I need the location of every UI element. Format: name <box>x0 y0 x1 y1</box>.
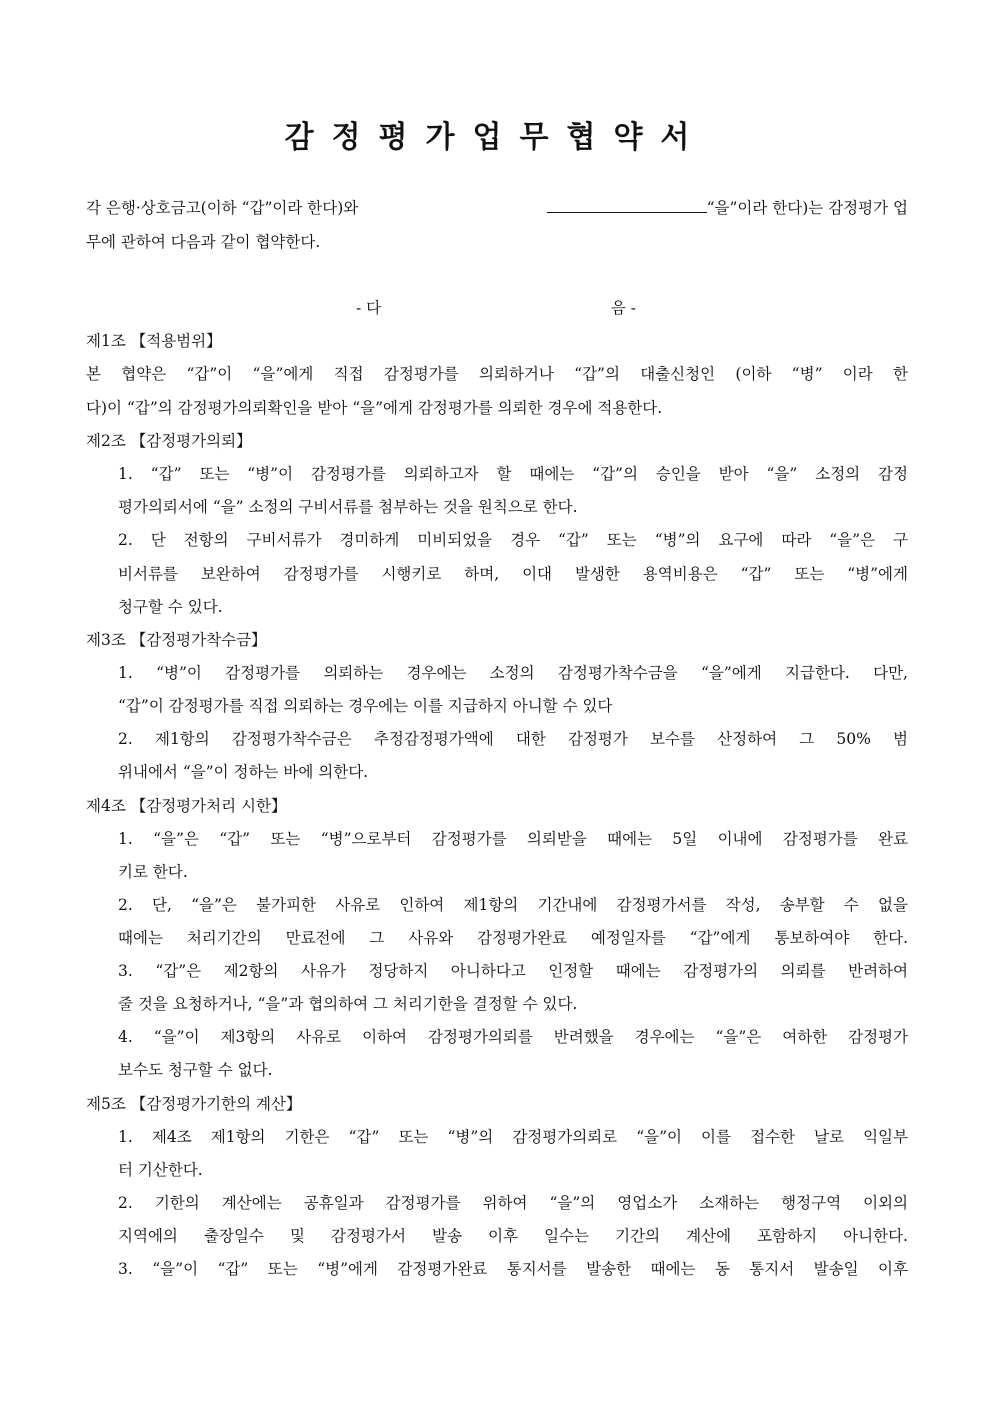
article-3-item-1: 1. “병”이 감정평가를 의뢰하는 경우에는 소정의 감정평가착수금을 “을”에게 지급한다. 다만, <box>118 664 908 682</box>
article-2-item-1: 1. “갑” 또는 “병”이 감정평가를 의뢰하고자 할 때에는 “갑”의 승인을 받아 “을” 소정의 감정 <box>118 465 908 483</box>
article-4-item-2: 2. 단, “을”은 불가피한 사유로 인하여 제1항의 기간내에 감정평가서를 작성, 송부할 수 없을 <box>118 896 908 914</box>
intro-part-a: 각 은행·상호금고(이하 “갑”이라 한다)와 <box>86 199 359 217</box>
intro-part-b: “을”이라 한다)는 감정평가 업 <box>706 199 908 217</box>
article-2-heading: 제2조 【감정평가의뢰】 <box>86 432 252 450</box>
article-5-heading: 제5조 【감정평가기한의 계산】 <box>86 1095 302 1113</box>
article-5-item-3: 3. “을”이 “갑” 또는 “병”에게 감정평가완료 통지서를 발송한 때에는 동 통지서 발송일 이후 <box>118 1260 908 1278</box>
article-4-item-4: 보수도 청구할 수 없다. <box>118 1061 273 1079</box>
intro-line-1 <box>86 196 908 218</box>
divider-right: 음 - <box>610 299 636 317</box>
article-4-item-3: 줄 것을 요청하거나, “을”과 협의하여 그 처리기한을 결정할 수 있다. <box>118 995 578 1013</box>
article-2-item-2: 2. 단 전항의 구비서류가 경미하게 미비되었을 경우 “갑” 또는 “병”의 요구에 따라 “을”은 구 <box>118 531 908 549</box>
article-3-item-2: 2. 제1항의 감정평가착수금은 추정감정평가액에 대한 감정평가 보수를 산정하여 그 50% 범 <box>118 730 908 748</box>
article-5-item-2: 지역에의 출장일수 및 감정평가서 발송 이후 일수는 기간의 계산에 포함하지 아니한다. <box>118 1227 908 1245</box>
article-5-item-2: 2. 기한의 계산에는 공휴일과 감정평가를 위하여 “을”의 영업소가 소재하는 행정구역 이외의 <box>118 1194 908 1212</box>
document-title: 감정평가업무협약서 <box>284 120 708 155</box>
divider-left: - 다 <box>356 299 382 317</box>
article-3-heading: 제3조 【감정평가착수금】 <box>86 631 267 649</box>
article-2-item-2: 비서류를 보완하여 감정평가를 시행키로 하며, 이대 발생한 용역비용은 “갑” 또는 “병”에게 <box>118 565 908 583</box>
intro-line-2: 무에 관하여 다음과 같이 협약한다. <box>86 233 321 251</box>
article-1-line: 다)이 “갑”의 감정평가의뢰확인을 받아 “을”에게 감정평가를 의뢰한 경우에 적용한다. <box>86 399 663 417</box>
article-1-line: 본 협약은 “갑”이 “을”에게 직접 감정평가를 의뢰하거나 “갑”의 대출신청인 (이하 “병” 이라 한 <box>86 365 908 383</box>
article-4-item-3: 3. “갑”은 제2항의 사유가 정당하지 아니하다고 인정할 때에는 감정평가의 의뢰를 반려하여 <box>118 962 908 980</box>
article-4-item-1: 1. “을”은 “갑” 또는 “병”으로부터 감정평가를 의뢰받을 때에는 5일 이내에 감정평가를 완료 <box>118 830 908 848</box>
article-4-item-2: 때에는 처리기간의 만료전에 그 사유와 감정평가완료 예정일자를 “갑”에게 통보하여야 한다. <box>118 929 908 947</box>
article-5-item-1: 1. 제4조 제1항의 기한은 “갑” 또는 “병”의 감정평가의뢰로 “을”이 이를 접수한 날로 익일부 <box>118 1128 908 1146</box>
article-2-item-2: 청구할 수 있다. <box>118 598 223 616</box>
divider-heading <box>0 296 992 318</box>
article-4-item-1: 키로 한다. <box>118 863 188 881</box>
party-blank-line <box>547 199 707 213</box>
article-3-item-1: “갑”이 감정평가를 직접 의뢰하는 경우에는 이를 지급하지 아니할 수 있다 <box>118 697 613 715</box>
article-3-item-2: 위내에서 “을”이 정하는 바에 의한다. <box>118 763 369 781</box>
article-5-item-1: 터 기산한다. <box>118 1161 203 1179</box>
article-2-item-1: 평가의뢰서에 “을” 소정의 구비서류를 첨부하는 것을 원칙으로 한다. <box>118 498 578 516</box>
article-4-heading: 제4조 【감정평가처리 시한】 <box>86 797 287 815</box>
article-4-item-4: 4. “을”이 제3항의 사유로 이하여 감정평가의뢰를 반려했을 경우에는 “을”은 여하한 감정평가 <box>118 1028 908 1046</box>
article-1-heading: 제1조 【적용범위】 <box>86 332 222 350</box>
